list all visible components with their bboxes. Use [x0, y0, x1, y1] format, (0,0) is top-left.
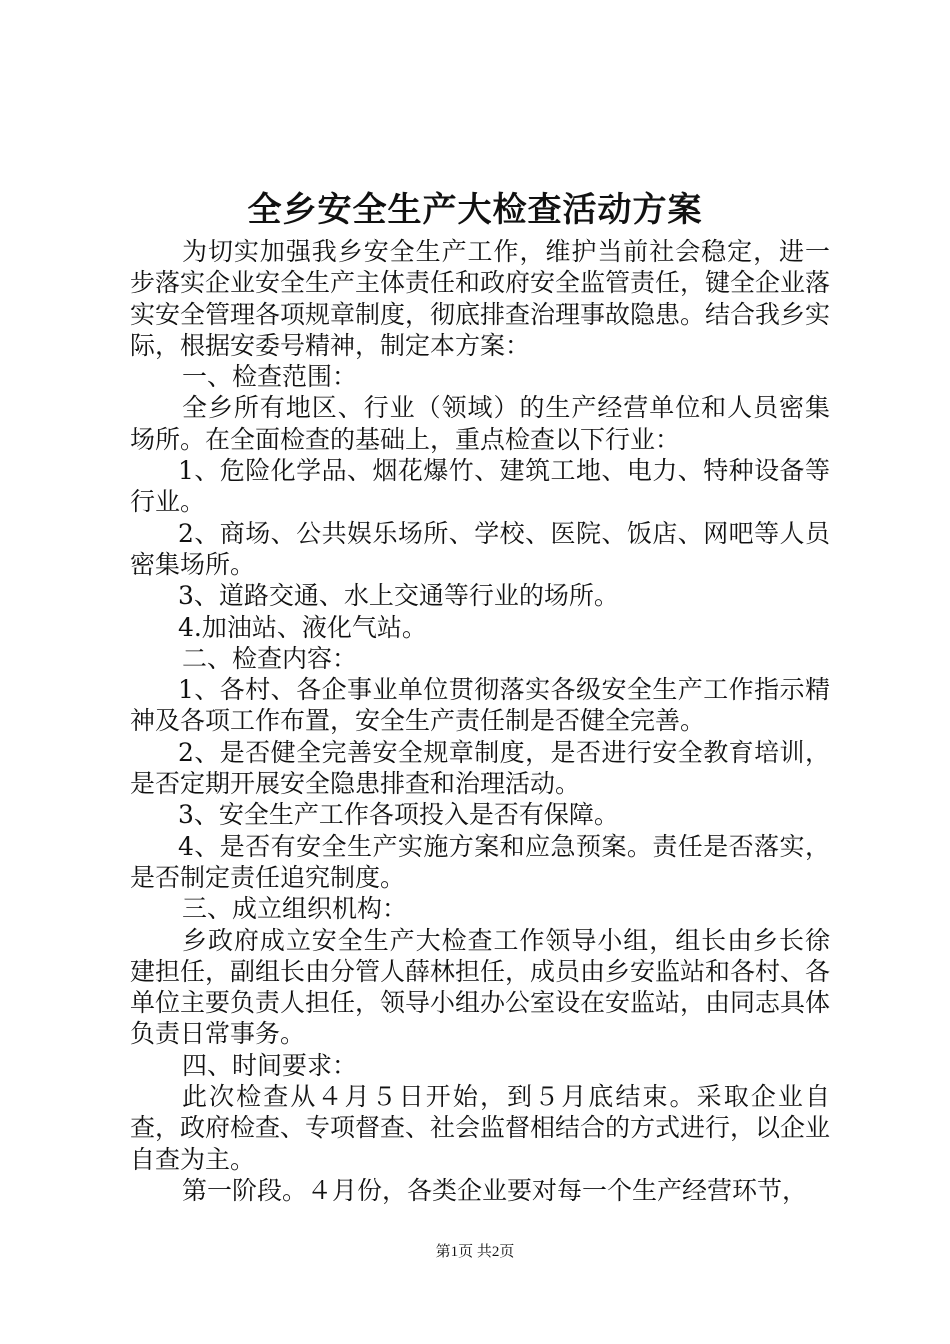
document-body — [130, 236, 830, 1206]
paragraph-stage-1: 第一阶段。４月份，各类企业要对每一个生产经营环节， — [182, 1175, 808, 1205]
heading-time: 四、时间要求： — [182, 1050, 358, 1080]
list-item-content-1: 1、各村、各企事业单位贯彻落实各级安全生产工作指示精神及各项工作布置，安全生产责任制是否健全完善。 — [130, 675, 830, 736]
heading-organization: 三、成立组织机构： — [182, 894, 408, 924]
list-item-scope-3: 3、道路交通、水上交通等行业的场所。 — [178, 581, 619, 611]
paragraph-scope: 全乡所有地区、行业（领域）的生产经营单位和人员密集场所。在全面检查的基础上，重点检查以下行业： — [130, 393, 830, 454]
paragraph-intro: 为切实加强我乡安全生产工作，维护当前社会稳定，进一步落实企业安全生产主体责任和政府安全监管责任，键全企业落实安全管理各项规章制度，彻底排查治理事故隐患。结合我乡实际，根据安委号精神，制定本方案： — [130, 237, 831, 360]
heading-content: 二、检查内容： — [182, 643, 358, 673]
paragraph-time: 此次检查从４月５日开始，到５月底结束。采取企业自查，政府检查、专项督查、社会监督相结合的方式进行，以企业自查为主。 — [130, 1082, 831, 1174]
list-item-scope-4: 4.加油站、液化气站。 — [178, 612, 427, 642]
heading-scope: 一、检查范围： — [182, 362, 358, 392]
list-item-scope-2: 2、商场、公共娱乐场所、学校、医院、饭店、网吧等人员密集场所。 — [130, 518, 830, 579]
page-number-footer: 第1页 共2页 — [435, 1244, 515, 1260]
list-item-content-3: 3、安全生产工作各项投入是否有保障。 — [178, 800, 619, 830]
document-title: 全乡安全生产大检查活动方案 — [247, 190, 703, 230]
list-item-scope-1: 1、危险化学品、烟花爆竹、建筑工地、电力、特种设备等行业。 — [130, 456, 830, 517]
list-item-content-2: 2、是否健全完善安全规章制度，是否进行安全教育培训，是否定期开展安全隐患排查和治理活动。 — [130, 737, 830, 799]
paragraph-organization: 乡政府成立安全生产大检查工作领导小组，组长由乡长徐建担任，副组长由分管人薛林担任，成员由乡安监站和各村、各单位主要负责人担任，领导小组办公室设在安监站，由同志具体负责日常事务。 — [130, 925, 831, 1049]
list-item-content-4: 4、是否有安全生产实施方案和应急预案。责任是否落实，是否制定责任追究制度。 — [130, 831, 830, 892]
